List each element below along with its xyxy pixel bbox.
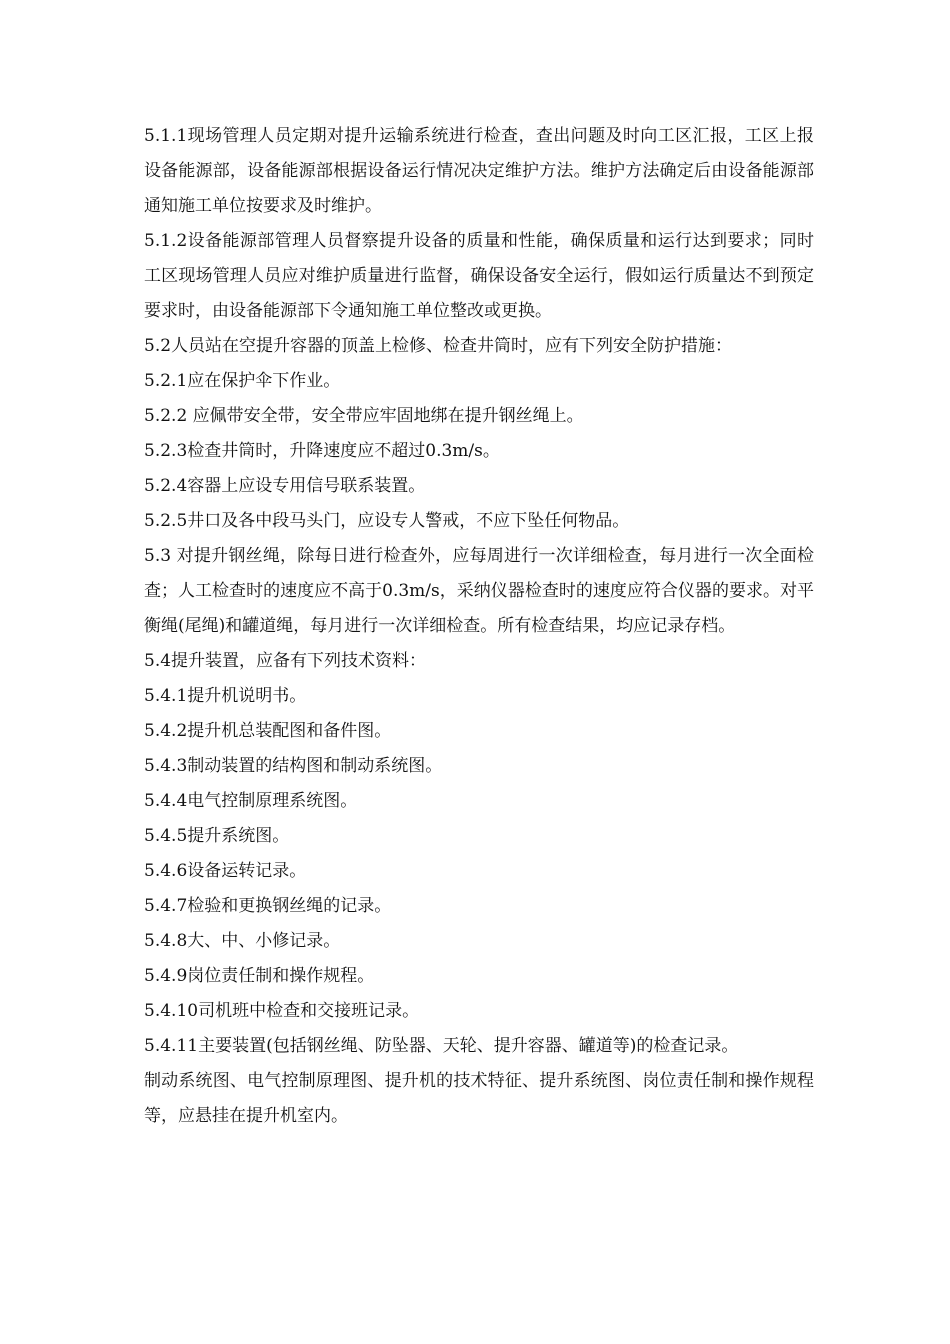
paragraph-5-4-2: 5.4.2提升机总装配图和备件图。 [144,721,392,741]
paragraph-5-4-8: 5.4.8大、中、小修记录。 [144,931,341,951]
document-body [144,119,814,1134]
paragraph-5-2: 5.2人员站在空提升容器的顶盖上检修、检查井筒时，应有下列安全防护措施： [144,336,733,356]
paragraph-5-4-3: 5.4.3制动装置的结构图和制动系统图。 [144,756,443,776]
paragraph-5-4-7: 5.4.7检验和更换钢丝绳的记录。 [144,896,392,916]
paragraph-5-2-3: 5.2.3检查井筒时，升降速度应不超过0.3m/s。 [144,441,500,461]
paragraph-5-4-6: 5.4.6设备运转记录。 [144,861,307,881]
paragraph-5-4-10: 5.4.10司机班中检查和交接班记录。 [144,1001,420,1021]
paragraph-5-4-4: 5.4.4电气控制原理系统图。 [144,791,358,811]
paragraph-closing-note: 制动系统图、电气控制原理图、提升机的技术特征、提升系统图、岗位责任制和操作规程等，应悬挂在提升机室内。 [144,1071,814,1126]
paragraph-5-3: 5.3 对提升钢丝绳，除每日进行检查外，应每周进行一次详细检查，每月进行一次全面检查；人工检查时的速度应不高于0.3m/s，采纳仪器检查时的速度应符合仪器的要求。对平衡绳(尾绳)和罐道绳，每月进行一次详细检查。所有检查结果，均应记录存档。 [144,546,814,636]
paragraph-5-1-2: 5.1.2设备能源部管理人员督察提升设备的质量和性能，确保质量和运行达到要求；同时工区现场管理人员应对维护质量进行监督，确保设备安全运行，假如运行质量达不到预定要求时，由设备能源部下令通知施工单位整改或更换。 [144,231,814,321]
paragraph-5-4-11: 5.4.11主要装置(包括钢丝绳、防坠器、天轮、提升容器、罐道等)的检查记录。 [144,1036,739,1056]
paragraph-5-1-1: 5.1.1现场管理人员定期对提升运输系统进行检查，查出问题及时向工区汇报，工区上报设备能源部，设备能源部根据设备运行情况决定维护方法。维护方法确定后由设备能源部通知施工单位按要求及时维护。 [144,126,814,216]
paragraph-5-4-9: 5.4.9岗位责任制和操作规程。 [144,966,375,986]
paragraph-5-4-5: 5.4.5提升系统图。 [144,826,290,846]
paragraph-5-2-2: 5.2.2 应佩带安全带，安全带应牢固地绑在提升钢丝绳上。 [144,406,584,426]
paragraph-5-2-5: 5.2.5井口及各中段马头门，应设专人警戒，不应下坠任何物品。 [144,511,630,531]
paragraph-5-2-1: 5.2.1应在保护伞下作业。 [144,371,341,391]
paragraph-5-2-4: 5.2.4容器上应设专用信号联系装置。 [144,476,426,496]
paragraph-5-4-1: 5.4.1提升机说明书。 [144,686,307,706]
paragraph-5-4: 5.4提升装置，应备有下列技术资料： [144,651,427,671]
